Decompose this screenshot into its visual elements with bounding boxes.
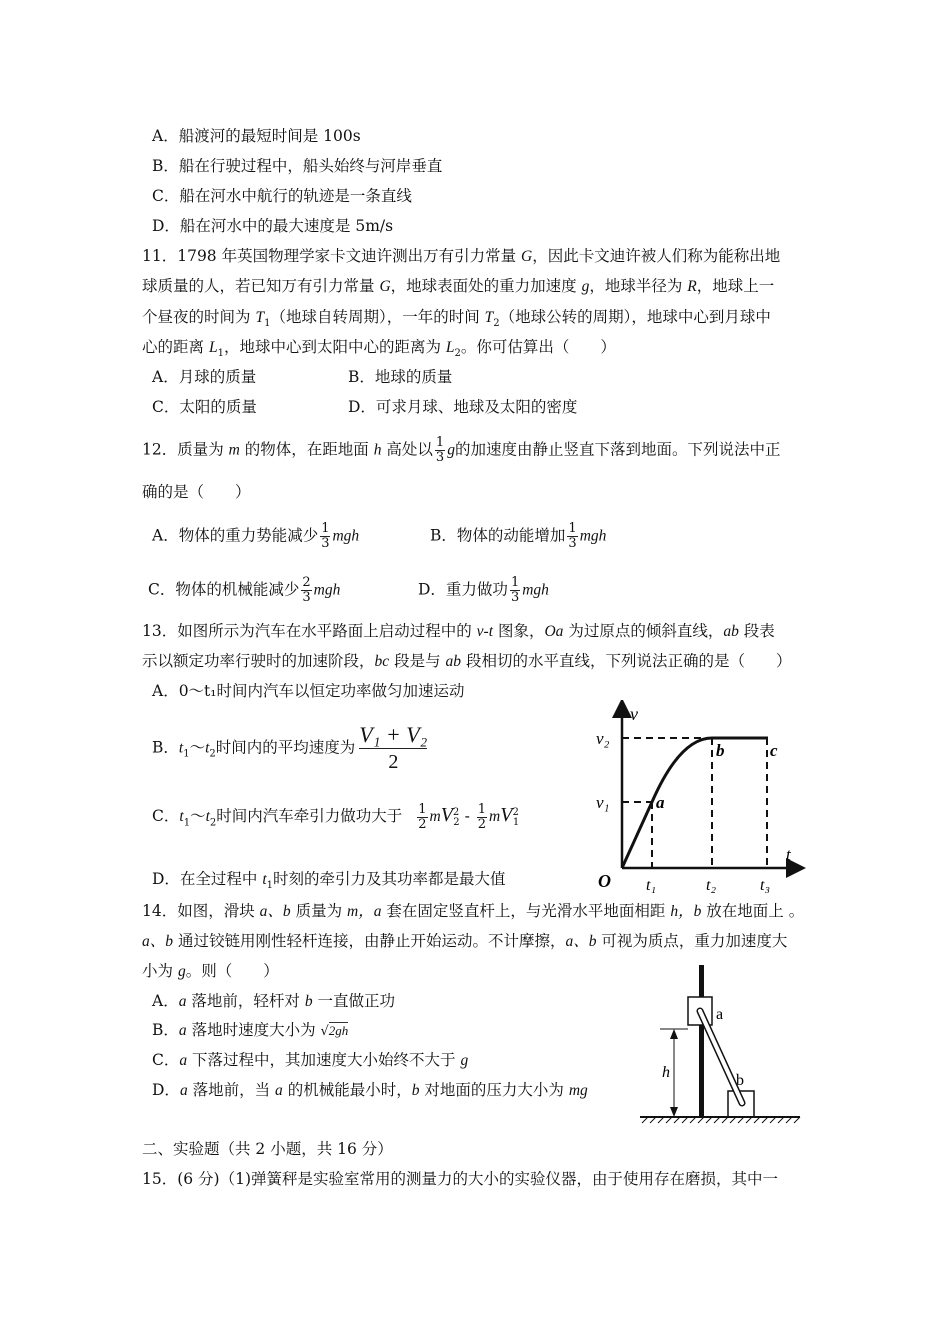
vertical-rod xyxy=(699,965,704,1117)
q11-line-4: 心的距离 $L_1$，地球中心到太阳中心的距离为 $L_2$。你可估算出（ ） xyxy=(142,338,616,360)
vt-curve xyxy=(622,738,768,868)
q14-line-3: 小为 g。则（ ） xyxy=(142,962,279,980)
height-label: h xyxy=(662,1064,670,1081)
q10-option-a: A．船渡河的最短时间是 100s xyxy=(152,127,361,145)
slider-b-label: b xyxy=(736,1072,744,1089)
q10-option-d: D．船在河水中的最大速度是 5m/s xyxy=(152,217,394,235)
fraction-one-third: $\frac{1}{3}$ xyxy=(435,435,445,465)
q14-line-2: a、b 通过铰链用刚性轻杆连接，由静止开始运动。不计摩擦，a、b 可视为质点，重力加速度大 xyxy=(142,932,788,950)
q12-option-b: B．物体的动能增加 $\frac{1}{3}$ mgh xyxy=(430,521,607,551)
q13-line-2: 示以额定功率行驶时的加速阶段，bc 段是与 ab 段相切的水平直线，下列说法正确的是（ ） xyxy=(142,652,792,670)
v1-label: v₁ xyxy=(596,793,610,812)
point-b-label: b xyxy=(716,741,725,760)
q15-line-1: 15．(6 分)（1)弹簧秤是实验室常用的测量力的大小的实验仪器，由于使用存在磨损，其中一 xyxy=(142,1170,779,1188)
t1-label: t₁ xyxy=(646,877,657,894)
section-2-heading: 二、实验题（共 2 小题，共 16 分） xyxy=(142,1140,393,1158)
point-a-label: a xyxy=(656,793,665,812)
q13-option-c: C．$t_1\sim t_2$时间内汽车牵引力做功大于 $\frac{1}{2}$ $mV^2_2$ - $\frac{1}{2}$ $mV^2_1$ xyxy=(152,801,520,832)
q13-option-d: D．在全过程中 $t_1$时刻的牵引力及其功率都是最大值 xyxy=(152,870,506,892)
q11-option-a: A．月球的质量 xyxy=(152,368,257,386)
q12-option-c: C．物体的机械能减少 $\frac{2}{3}$ mgh xyxy=(148,575,341,605)
q13-option-b: B．$t_1\sim t_2$时间内的平均速度为 $\frac{\text{V₁ + V₂}}{2}$ xyxy=(152,722,428,773)
vt-graph xyxy=(590,700,810,895)
t-axis-label: t xyxy=(786,845,791,864)
t2-label: t₂ xyxy=(706,877,717,894)
q12-option-d: D．重力做功 $\frac{1}{3}$ mgh xyxy=(418,575,549,605)
slider-rod-figure xyxy=(630,965,810,1127)
q10-option-c: C．船在河水中航行的轨迹是一条直线 xyxy=(152,187,412,205)
t3-label: t₃ xyxy=(760,877,771,894)
q14-option-d: D．a 落地前，当 a 的机械能最小时，b 对地面的压力大小为 mg xyxy=(152,1081,588,1099)
q14-option-c: C．a 下落过程中，其加速度大小始终不大于 g xyxy=(152,1051,469,1069)
q11-line-1: 11．1798 年英国物理学家卡文迪许测出万有引力常量 G，因此卡文迪许被人们称为能称出地 xyxy=(142,247,781,265)
q14-line-1: 14．如图，滑块 a、b 质量为 m，a 套在固定竖直杆上，与光滑水平地面相距 h，b 放在地面上 。 xyxy=(142,902,805,920)
origin-label: O xyxy=(598,871,611,891)
q12-option-a: A．物体的重力势能减少 $\frac{1}{3}$ mgh xyxy=(152,521,360,551)
q10-option-b: B．船在行驶过程中，船头始终与河岸垂直 xyxy=(152,157,443,175)
v-axis-label: v xyxy=(630,704,638,724)
v2-label: v₂ xyxy=(596,729,610,748)
q14-option-b: B．a 落地时速度大小为 √2gh xyxy=(152,1021,349,1039)
q11-option-b: B．地球的质量 xyxy=(348,368,453,386)
q11-line-2: 球质量的人，若已知万有引力常量 G，地球表面处的重力加速度 g，地球半径为 R，地球上一 xyxy=(142,277,775,295)
point-c-label: c xyxy=(770,741,778,760)
q12-line-2: 确的是（ ） xyxy=(142,483,251,501)
q12-line-1: 12．质量为 m 的物体，在距地面 h 高处以 $\frac{1}{3}$ g的加速度由静止竖直下落到地面。下列说法中正 xyxy=(142,435,781,465)
q13-line-1: 13．如图所示为汽车在水平路面上启动过程中的 v-t 图象，Oa 为过原点的倾斜直线，ab 段表 xyxy=(142,622,775,640)
q13-option-a: A．0～t₁时间内汽车以恒定功率做匀加速运动 xyxy=(152,682,465,700)
slider-a-label: a xyxy=(716,1006,724,1023)
q11-option-d: D．可求月球、地球及太阳的密度 xyxy=(348,398,578,416)
average-velocity-fraction: $\frac{\text{V₁ + V₂}}{2}$ xyxy=(359,722,428,773)
q14-option-a: A．a 落地前，轻杆对 b 一直做正功 xyxy=(152,992,395,1010)
q11-line-3: 个昼夜的时间为 $T_1$（地球自转周期），一年的时间 $T_2$（地球公转的周期），地球中心到月球中 xyxy=(142,308,771,330)
q11-option-c: C．太阳的质量 xyxy=(152,398,257,416)
